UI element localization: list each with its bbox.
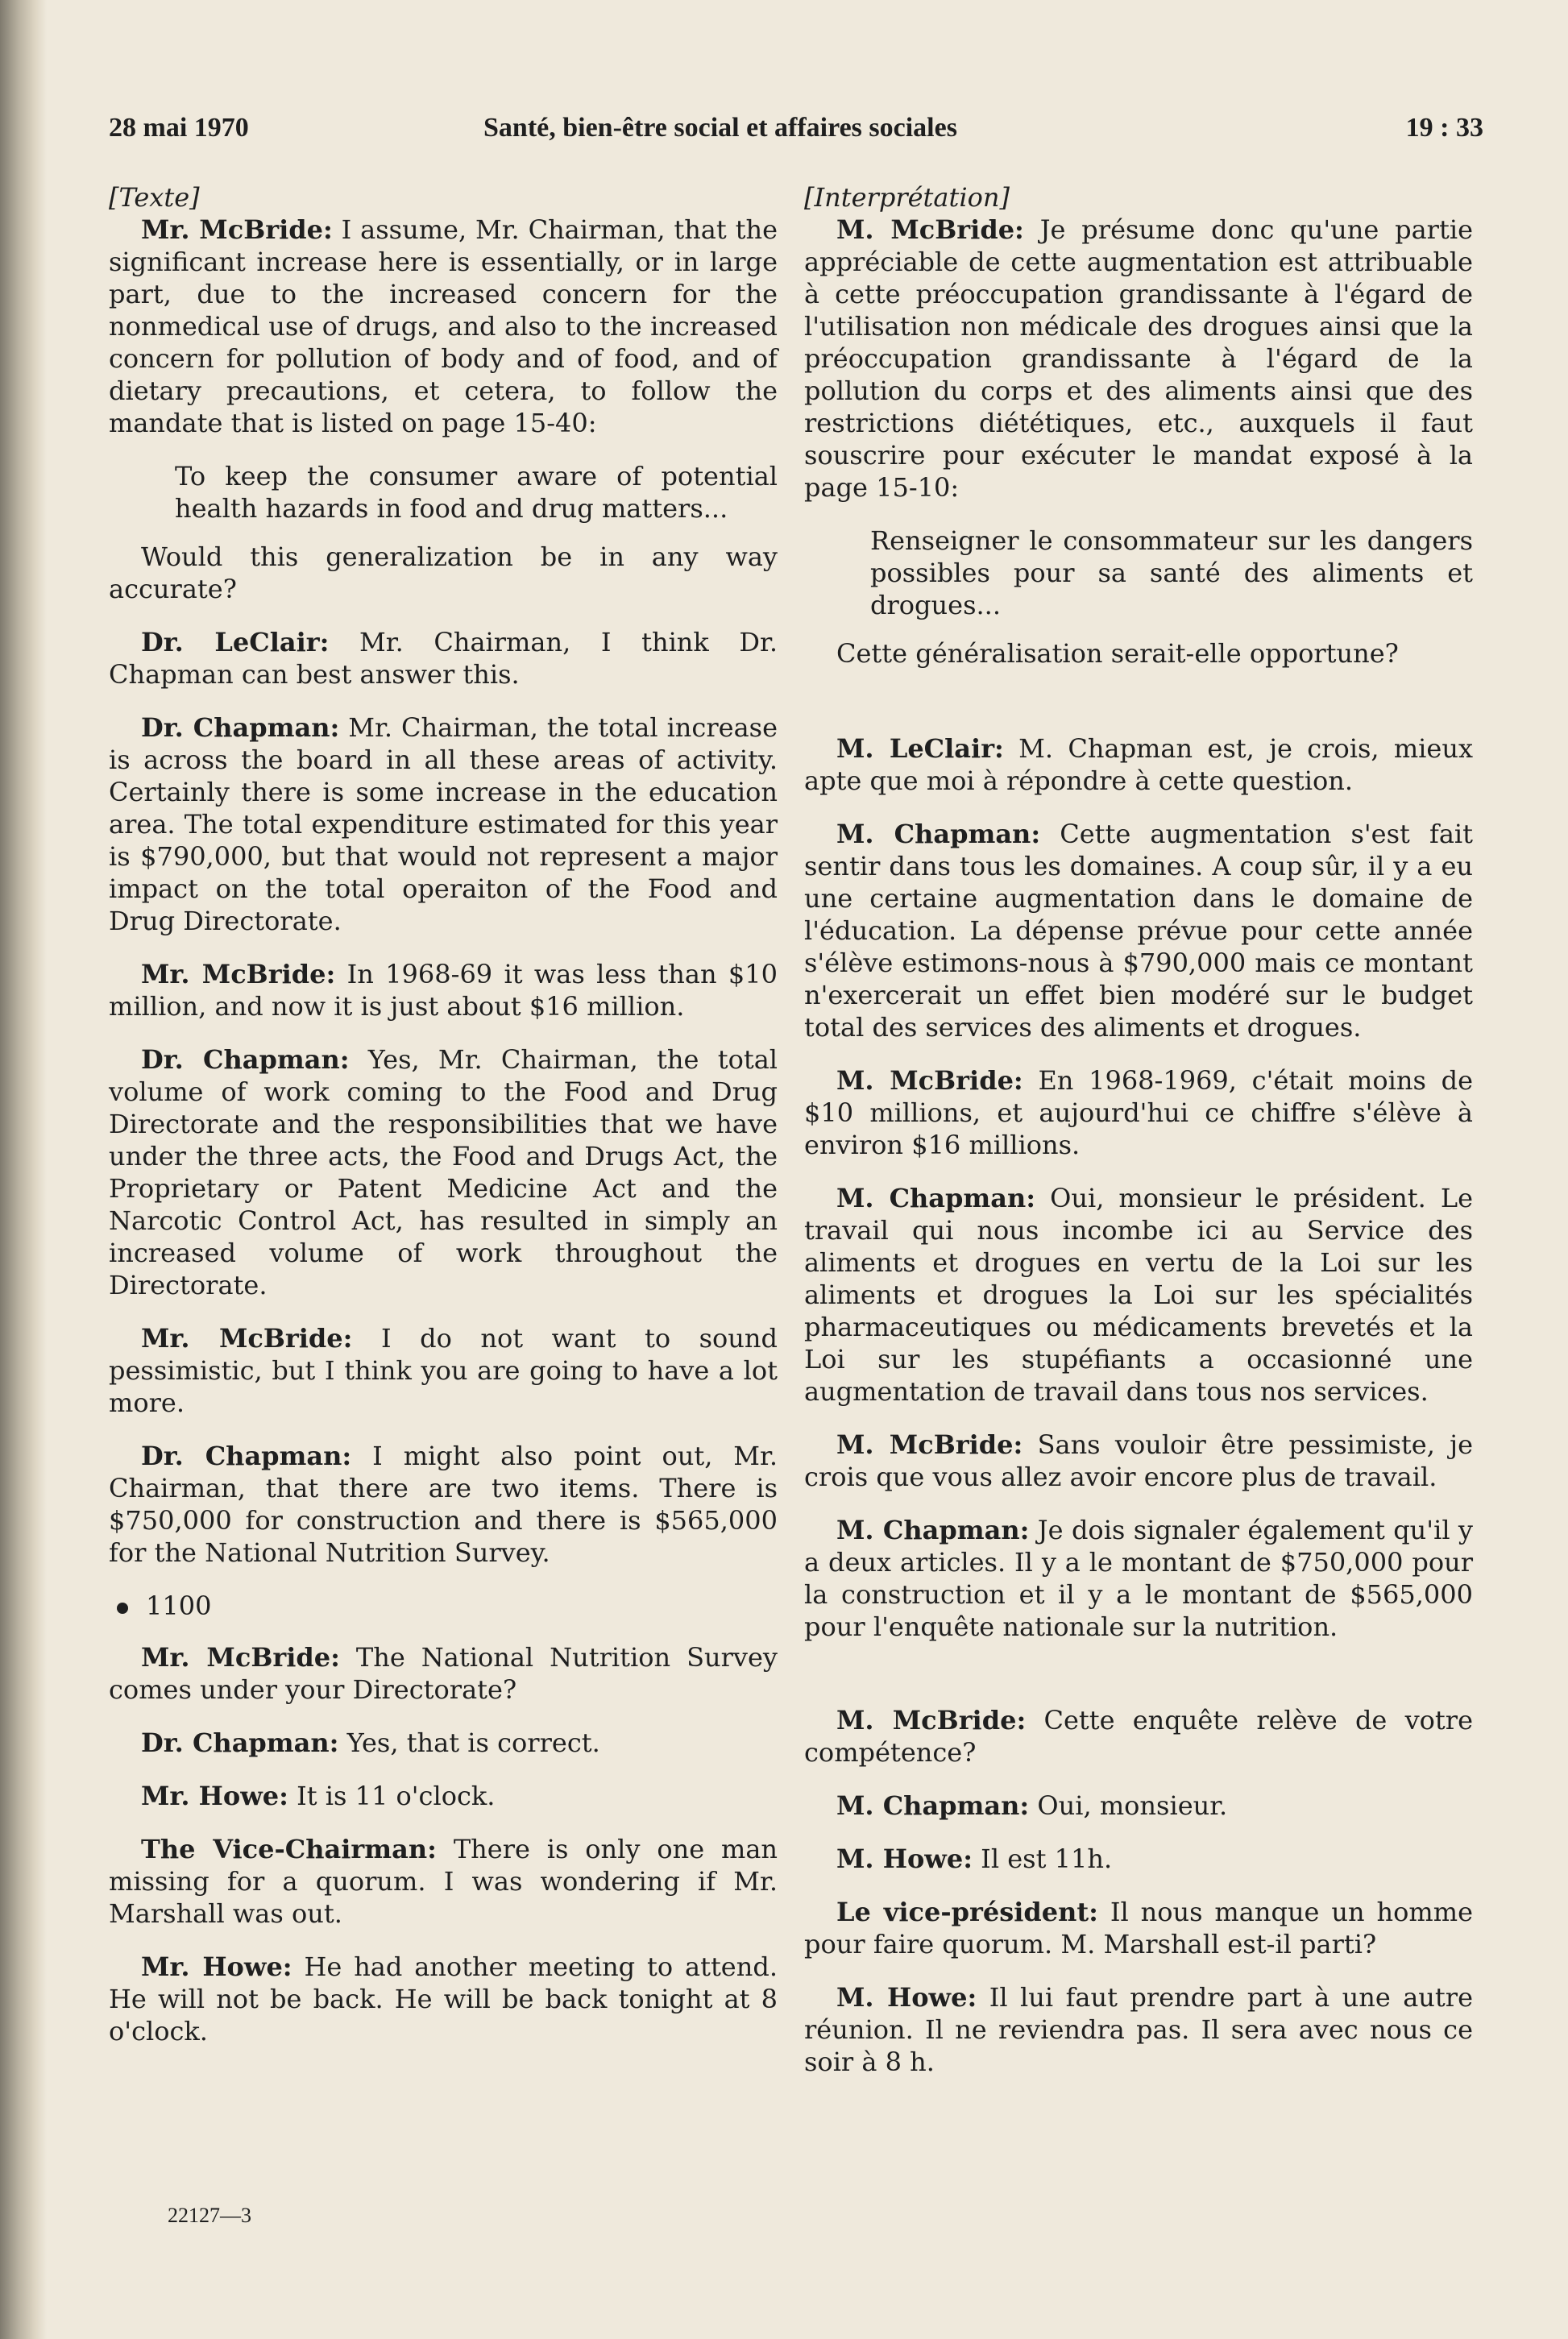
speech: Oui, monsieur. <box>1029 1790 1228 1821</box>
section-tag: [Interprétation] <box>804 182 1010 213</box>
paragraph <box>109 626 778 691</box>
paragraph <box>804 1843 1473 1875</box>
speech: M. Chapman est, je crois, mieux apte que moi à répondre à cette question. <box>804 733 1474 796</box>
speech: Mr. Chairman, the total increase is across the board in all these areas of activity. Certainly there is some increase in the education area. The total expenditure estimated for this year is $790,000, but that would not represent a major impact on the total operaiton of the Food and Drug Directorate. <box>109 712 778 936</box>
speech: Oui, monsieur le président. Le travail qui nous incombe ici au Service des aliments et drogues en vertu de la Loi sur les aliments et drogues la Loi sur les spécialités pharmaceutiques ou médicaments brevetés et la Loi sur les stupéfiants a occasionné une augmentation de travail dans tous nos services. <box>804 1183 1473 1407</box>
speaker: Dr. LeClair: <box>141 627 330 657</box>
paragraph <box>804 214 1473 504</box>
paragraph <box>804 1514 1473 1643</box>
speech: Je dois signaler également qu'il y a deux articles. Il y a le montant de $750,000 pour la construction et il y a le montant de $565,000 pour l'enquête nationale sur la nutrition. <box>804 1515 1473 1642</box>
paragraph <box>804 1064 1473 1161</box>
speech: Sans vouloir être pessimiste, je crois que vous allez avoir encore plus de travail. <box>804 1429 1474 1492</box>
speaker: Mr. McBride: <box>141 214 333 245</box>
speaker: M. McBride: <box>836 1065 1023 1096</box>
section-tag: [Texte] <box>109 182 200 213</box>
paragraph <box>804 1896 1473 1960</box>
speech: The National Nutrition Survey comes under your Directorate? <box>109 1642 778 1705</box>
page-binding-shadow <box>0 0 47 2339</box>
speaker: Mr. McBride: <box>141 1323 353 1354</box>
page-header <box>109 113 1483 161</box>
speaker: Dr. Chapman: <box>141 1441 352 1471</box>
paragraph <box>804 732 1473 797</box>
header-title: Santé, bien-être social et affaires sociales <box>483 113 957 143</box>
speaker: M. Chapman: <box>836 1183 1036 1213</box>
french-column <box>804 181 1473 2099</box>
speaker: M. LeClair: <box>836 733 1004 764</box>
paragraph <box>804 1790 1473 1822</box>
paragraph <box>804 1704 1473 1769</box>
header-date: 28 mai 1970 <box>109 113 249 143</box>
printer-code: 22127—3 <box>168 2204 251 2227</box>
speaker: Le vice-président: <box>836 1897 1098 1927</box>
speech: Il nous manque un homme pour faire quorum. M. Marshall est-il parti? <box>804 1897 1474 1960</box>
paragraph <box>109 214 778 439</box>
spacer <box>804 691 1473 732</box>
speech: I do not want to sound pessimistic, but I think you are going to have a lot more. <box>109 1323 778 1418</box>
paragraph <box>109 1043 778 1301</box>
speech: Cette augmentation s'est fait sentir dans tous les domaines. A coup sûr, il y a eu une certaine augmentation dans le domaine de l'éducation. La dépense prévue pour cette année s'élève estimons-nous à $790,000 mais ce montant n'exercerait un effet bien modéré sur le budget total des services des aliments et drogues. <box>804 819 1474 1043</box>
paragraph <box>804 1981 1473 2078</box>
speaker: Dr. Chapman: <box>141 712 340 743</box>
speech: It is 11 o'clock. <box>288 1781 496 1811</box>
speaker: M. Chapman: <box>836 819 1041 849</box>
paragraph <box>109 958 778 1022</box>
time-marker <box>117 1590 778 1622</box>
speaker: Mr. Howe: <box>141 1781 288 1811</box>
speaker: Mr. Howe: <box>141 1951 292 1982</box>
speech: Il lui faut prendre part à une autre réunion. Il ne reviendra pas. Il sera avec nous ce soir à 8 h. <box>804 1982 1474 2077</box>
paragraph <box>109 1440 778 1569</box>
block-quote: Renseigner le consommateur sur les dangers possibles pour sa santé des aliments et drogues... <box>870 525 1473 620</box>
speech: There is only one man missing for a quorum. I was wondering if Mr. Marshall was out. <box>109 1834 778 1929</box>
spacer <box>804 1664 1473 1704</box>
paragraph <box>109 1780 778 1812</box>
paragraph <box>109 1641 778 1706</box>
speech: I might also point out, Mr. Chairman, that there are two items. There is $750,000 for construction and there is $565,000 for the National Nutrition Survey. <box>109 1441 778 1568</box>
speaker: M. McBride: <box>836 1705 1027 1736</box>
speaker: Mr. McBride: <box>141 1642 340 1673</box>
speaker: M. Howe: <box>836 1982 977 2013</box>
paragraph <box>109 1833 778 1930</box>
speech: He had another meeting to attend. He will not be back. He will be back tonight at 8 o'clock. <box>109 1951 778 2047</box>
speaker: Dr. Chapman: <box>141 1727 339 1758</box>
paragraph <box>804 818 1473 1043</box>
paragraph <box>109 1727 778 1759</box>
speech: I assume, Mr. Chairman, that the significant increase here is essentially, or in large part, due to the increased concern for the nonmedical use of drugs, and also to the increased concern for pollution of body and of food, and of dietary precautions, et cetera, to follow the mandate that is listed on page 15-40: <box>109 214 778 438</box>
speech: En 1968-1969, c'était moins de $10 millions, et aujourd'hui ce chiffre s'élève à environ $16 millions. <box>804 1065 1474 1160</box>
speaker: Mr. McBride: <box>141 959 336 989</box>
speech: Mr. Chairman, I think Dr. Chapman can best answer this. <box>109 627 778 690</box>
speaker: M. Howe: <box>836 1843 973 1874</box>
speaker: Dr. Chapman: <box>141 1044 350 1075</box>
paragraph <box>804 1182 1473 1408</box>
speaker: M. Chapman: <box>836 1515 1030 1545</box>
speaker: M. Chapman: <box>836 1790 1030 1821</box>
header-page-number: 19 : 33 <box>1405 113 1483 143</box>
english-column <box>109 181 778 2068</box>
speech: Yes, Mr. Chairman, the total volume of work coming to the Food and Drug Directorate and the responsibilities that we have under the three acts, the Food and Drugs Act, the Proprietary or Patent Medicine Act and the Narcotic Control Act, has resulted in simply an increased volume of work throughout the Directorate. <box>109 1044 778 1300</box>
speech: Je présume donc qu'une partie appréciable de cette augmentation est attribuable à cette préoccupation grandissante à l'égard de l'utilisation non médicale des drogues ainsi que la préoccupation grandissante à l'égard de la pollution du corps et des aliments ainsi que des restrictions diététiques, etc., auxquels il faut souscrire pour exécuter le mandat exposé à la page 15-10: <box>804 214 1474 503</box>
speech: Il est 11h. <box>973 1843 1113 1874</box>
paragraph <box>804 1429 1473 1493</box>
speaker: M. McBride: <box>836 214 1024 245</box>
paragraph <box>109 711 778 937</box>
bullet-icon <box>117 1603 128 1614</box>
speech: Cette enquête relève de votre compétence? <box>804 1705 1473 1768</box>
speech: Yes, that is correct. <box>338 1727 600 1758</box>
paragraph <box>109 1951 778 2047</box>
speaker: M. McBride: <box>836 1429 1023 1460</box>
block-quote: To keep the consumer aware of potential health hazards in food and drug matters... <box>175 461 778 524</box>
speech: In 1968-69 it was less than $10 million, and now it is just about $16 million. <box>109 959 778 1022</box>
speaker: The Vice-Chairman: <box>141 1834 437 1864</box>
paragraph: Would this generalization be in any way accurate? <box>109 541 778 604</box>
paragraph: Cette généralisation serait-elle opportune? <box>836 638 1399 669</box>
paragraph <box>109 1322 778 1419</box>
time-marker-label: 1100 <box>146 1590 212 1621</box>
